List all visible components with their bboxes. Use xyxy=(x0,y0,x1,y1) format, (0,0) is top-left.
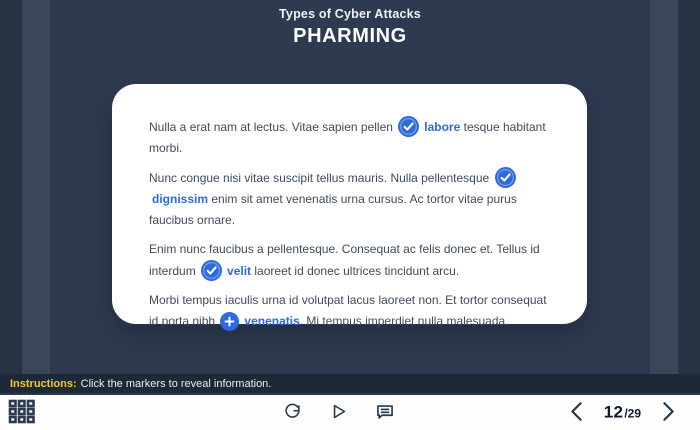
play-button[interactable] xyxy=(329,401,348,424)
paragraph xyxy=(149,290,550,332)
right-outer-edge-band xyxy=(678,0,700,374)
replay-icon xyxy=(283,401,302,424)
check-marker-icon[interactable] xyxy=(201,260,222,281)
replay-button[interactable] xyxy=(283,401,302,424)
right-inner-edge-band xyxy=(650,0,678,374)
check-marker-icon[interactable] xyxy=(495,167,516,188)
slide-pretitle: Types of Cyber Attacks xyxy=(279,7,421,21)
card-text xyxy=(112,84,587,332)
paragraph-text: . Mi tempus imperdiet nulla malesuada. xyxy=(299,314,509,328)
center-controls xyxy=(283,401,395,424)
paragraph xyxy=(149,116,550,159)
paragraph-text: laoreet id donec ultrices tincidunt arcu. xyxy=(251,264,460,278)
plus-marker-icon[interactable] xyxy=(220,312,239,331)
keyword-text: velit xyxy=(227,264,252,278)
left-inner-edge-band xyxy=(22,0,50,374)
menu-grid-icon xyxy=(8,399,35,427)
instructions-bar xyxy=(0,374,700,393)
page-title: PHARMING xyxy=(293,25,407,47)
prev-slide-button[interactable] xyxy=(569,400,584,425)
check-marker-icon[interactable] xyxy=(398,116,419,137)
page-total: /29 xyxy=(624,406,641,421)
comment-button[interactable] xyxy=(375,401,395,424)
player-bar xyxy=(0,393,700,430)
paragraph xyxy=(149,167,550,231)
keyword-text: dignissim xyxy=(152,192,209,206)
page-counter xyxy=(604,403,641,423)
right-controls xyxy=(569,400,676,425)
page-current: 12 xyxy=(603,402,624,422)
paragraph-text: Morbi tempus iaculis urna id volutpat lacus laoreet non. Et tortor consequat id porta nibh xyxy=(149,293,547,328)
paragraph-text: tesque habitant morbi. xyxy=(149,120,546,155)
slide-header xyxy=(0,7,700,48)
instructions-label: Instructions: xyxy=(10,377,77,390)
paragraph-text: enim sit amet venenatis urna cursus. Ac tortor vitae purus faucibus ornare. xyxy=(149,192,517,227)
paragraph-text: Enim nunc faucibus a pellentesque. Consequat ac felis donec et. Tellus id interdum xyxy=(149,242,540,278)
paragraph xyxy=(149,239,550,282)
paragraph-text: Nunc congue nisi vitae suscipit tellus mauris. Nulla pellentesque xyxy=(149,171,493,185)
comment-icon xyxy=(375,401,395,424)
paragraph-text: Nulla a erat nam at lectus. Vitae sapien pellen xyxy=(149,120,397,134)
keyword-text: labore xyxy=(424,120,461,134)
instructions-text: Click the markers to reveal information. xyxy=(80,377,272,390)
content-card xyxy=(112,84,587,328)
next-slide-button[interactable] xyxy=(661,400,676,425)
play-icon xyxy=(329,401,348,424)
keyword-text: venenatis xyxy=(244,314,300,328)
left-outer-edge-band xyxy=(0,0,22,374)
chevron-right-icon xyxy=(661,400,676,425)
menu-grid-button[interactable] xyxy=(8,399,35,427)
chevron-left-icon xyxy=(569,400,584,425)
